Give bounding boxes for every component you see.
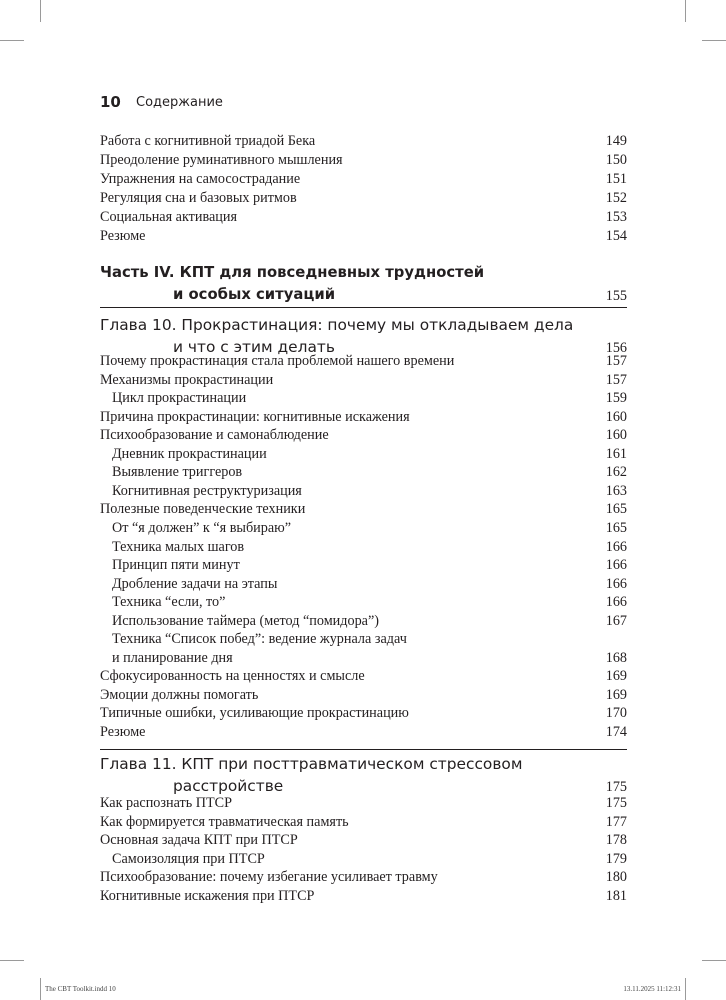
- toc-entry: [112, 850, 627, 868]
- toc-entry-page: 177: [605, 813, 627, 830]
- toc-entry-title: Самоизоляция при ПТСР: [112, 850, 265, 867]
- toc-entry-page: 150: [605, 151, 627, 168]
- toc-entry-page: 166: [605, 538, 627, 555]
- toc-entry: [100, 208, 627, 226]
- toc-entry: [100, 794, 627, 812]
- toc-entry-page: 162: [605, 464, 627, 481]
- toc-entry: [100, 352, 627, 370]
- toc-entry-title: и планирование дня: [112, 649, 233, 666]
- toc-entry-title: Преодоление руминативного мышления: [100, 151, 343, 168]
- chapter-title-line1: Глава 10. Прокрастинация: почему мы откладываем дела: [100, 316, 574, 334]
- toc-entry-page: 151: [605, 170, 627, 187]
- toc-entry-page: 166: [605, 575, 627, 592]
- toc-entry: [100, 132, 627, 150]
- toc-entry-title: Техника “Список побед”: ведение журнала задач: [112, 631, 407, 648]
- toc-entry: [100, 500, 627, 518]
- toc-entry: [100, 227, 627, 245]
- toc-entry: [100, 887, 627, 905]
- toc-entry-page: 157: [605, 353, 627, 369]
- part-title-line2: и особых ситуаций: [173, 286, 336, 303]
- toc-entry-title: Техника “если, то”: [112, 594, 226, 611]
- toc-entry-title: Резюме: [100, 227, 146, 244]
- toc-entry: [100, 813, 627, 831]
- toc-entry: [112, 482, 627, 500]
- toc-entry-title: Выявление триггеров: [112, 464, 243, 481]
- toc-entry-title: Причина прокрастинации: когнитивные искажения: [100, 408, 410, 425]
- header-page-number: 10: [100, 93, 121, 111]
- crop-mark: [0, 960, 24, 961]
- toc-entry-page: 178: [605, 832, 627, 849]
- toc-entry: [112, 445, 627, 463]
- toc-entry-page: 174: [605, 724, 627, 740]
- toc-entry: [112, 389, 627, 407]
- toc-entry-title: Полезные поведенческие техники: [100, 501, 306, 518]
- crop-mark: [40, 978, 41, 1000]
- toc-entry-title: Основная задача КПТ при ПТСР: [100, 832, 298, 849]
- toc-entry: [112, 593, 627, 611]
- toc-entry: [112, 630, 627, 648]
- toc-entry-title: Дробление задачи на этапы: [112, 575, 278, 592]
- toc-entry-page: 161: [605, 445, 627, 462]
- toc-entry-title: Цикл прокрастинации: [112, 390, 247, 407]
- toc-entry: [112, 538, 627, 556]
- toc-entry-page: 159: [605, 390, 627, 407]
- toc-entry: [100, 408, 627, 426]
- toc-entry: [100, 426, 627, 444]
- toc-entry: [100, 371, 627, 389]
- part-heading: [100, 262, 627, 306]
- toc-entry-title: Работа с когнитивной триадой Бека: [100, 133, 316, 149]
- toc-entry-page: 168: [605, 649, 627, 666]
- toc-entry-page: 169: [605, 686, 627, 703]
- toc-entry: [100, 686, 627, 704]
- crop-mark: [40, 0, 41, 22]
- toc-entry-page: 152: [605, 189, 627, 206]
- toc-entry: [112, 612, 627, 630]
- toc-entry-title: Техника малых шагов: [112, 538, 245, 555]
- toc-entry: [112, 519, 627, 537]
- toc-entry-title: Как формируется травматическая память: [100, 813, 349, 830]
- toc-entry-title: Сфокусированность на ценностях и смысле: [100, 668, 365, 685]
- toc-entry-title: Эмоции должны помогать: [100, 686, 259, 703]
- toc-entry: [100, 723, 627, 741]
- crop-mark: [685, 0, 686, 22]
- toc-entry-page: 165: [605, 519, 627, 536]
- chapter-title-line1: Глава 11. КПТ при посттравматическом стрессовом: [100, 755, 523, 773]
- footer-file: The CBT Toolkit.indd 10: [45, 985, 116, 993]
- part-page: 155: [605, 288, 627, 304]
- toc-entry-page: 160: [605, 427, 627, 444]
- toc-entry-page: 160: [605, 408, 627, 425]
- part-title-line1: Часть IV. КПТ для повседневных трудностей: [100, 264, 485, 281]
- toc-entry-title: Когнитивные искажения при ПТСР: [100, 888, 315, 904]
- divider: [100, 749, 627, 750]
- toc-entry-page: 169: [605, 668, 627, 685]
- chapter-title-line2: расстройстве: [173, 777, 284, 795]
- header-title: Содержание: [136, 95, 223, 110]
- toc-entry-title: Принцип пяти минут: [112, 557, 240, 574]
- toc-entry-title: Почему прокрастинация стала проблемой нашего времени: [100, 353, 455, 369]
- toc-entry: [100, 151, 627, 169]
- toc-entry-title: Типичные ошибки, усиливающие прокрастинацию: [100, 705, 409, 722]
- toc-entry: [100, 189, 627, 207]
- toc-entry: [112, 649, 627, 667]
- toc-entry-title: Как распознать ПТСР: [100, 795, 232, 811]
- divider: [100, 307, 627, 308]
- toc-entry-page: 181: [605, 888, 627, 904]
- toc-entry-title: Механизмы прокрастинации: [100, 371, 274, 388]
- footer-datetime: 13.11.2025 11:12:31: [623, 985, 681, 993]
- toc-entry-page: 154: [605, 227, 627, 244]
- toc-entry-page: 153: [605, 208, 627, 225]
- toc-entry-title: Дневник прокрастинации: [112, 445, 267, 462]
- crop-mark: [702, 40, 726, 41]
- toc-entry-title: Использование таймера (метод “помидора”): [112, 612, 379, 629]
- chapter-title-line2: и что с этим делать: [173, 338, 335, 356]
- toc-entry-page: 179: [605, 850, 627, 867]
- toc-entry-title: Психообразование: почему избегание усиливает травму: [100, 869, 438, 886]
- toc-entry-title: Социальная активация: [100, 208, 237, 225]
- toc-entry: [100, 831, 627, 849]
- toc-entry-title: Когнитивная реструктуризация: [112, 482, 302, 499]
- toc-entry-page: 149: [605, 133, 627, 149]
- toc-entry-page: 163: [605, 482, 627, 499]
- crop-mark: [0, 40, 24, 41]
- toc-entry-page: 167: [605, 612, 627, 629]
- crop-mark: [685, 978, 686, 1000]
- toc-entry: [112, 575, 627, 593]
- toc-entry-title: Регуляция сна и базовых ритмов: [100, 189, 297, 206]
- toc-entry: [100, 704, 627, 722]
- toc-entry-title: Упражнения на самосострадание: [100, 170, 301, 187]
- toc-entry-page: 157: [605, 371, 627, 388]
- toc-entry-page: 180: [605, 869, 627, 886]
- toc-entry: [100, 667, 627, 685]
- crop-mark: [702, 960, 726, 961]
- toc-entry-page: 175: [605, 795, 627, 811]
- toc-entry-title: Резюме: [100, 724, 146, 740]
- chapter-heading: [100, 753, 627, 797]
- toc-entry-page: 165: [605, 501, 627, 518]
- toc-entry: [100, 170, 627, 188]
- toc-entry: [112, 556, 627, 574]
- toc-entry-title: От “я должен” к “я выбираю”: [112, 519, 292, 536]
- toc-entry: [100, 868, 627, 886]
- toc-entry-page: 166: [605, 594, 627, 611]
- toc-entry-page: 166: [605, 557, 627, 574]
- toc-entry: [112, 463, 627, 481]
- toc-entry-title: Психообразование и самонаблюдение: [100, 427, 329, 444]
- chapter-page: 156: [605, 340, 627, 356]
- chapter-page: 175: [605, 779, 627, 795]
- running-header: [100, 93, 627, 113]
- toc-entry-page: 170: [605, 705, 627, 722]
